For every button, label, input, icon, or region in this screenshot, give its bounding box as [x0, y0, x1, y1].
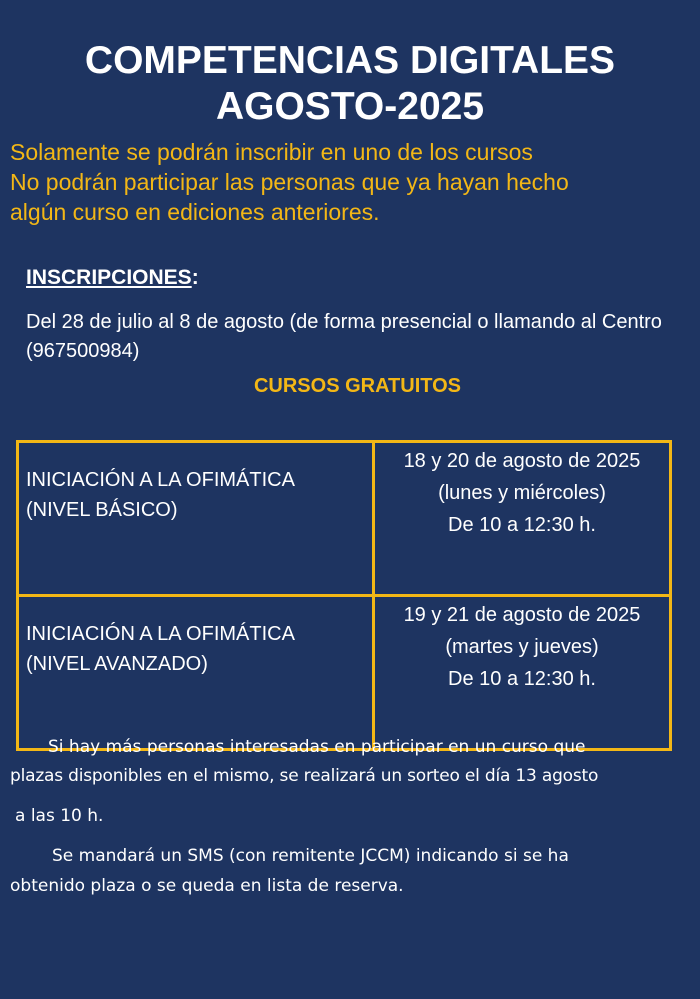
course-dates: 19 y 21 de agosto de 2025	[403, 604, 641, 626]
title-line-1: COMPETENCIAS DIGITALES	[84, 39, 616, 82]
course-name-cell	[18, 442, 374, 596]
course-days: (lunes y miércoles)	[438, 482, 606, 504]
course-name-line-2: (NIVEL AVANZADO)	[26, 653, 208, 675]
course-name-line-1: INICIACIÓN A LA OFIMÁTICA	[26, 469, 295, 491]
course-row	[18, 442, 671, 596]
inscripciones-text: Del 28 de julio al 8 de agosto (de forma presencial o llamando al Centro (967500984)	[26, 311, 662, 362]
lottery-paragraph	[10, 733, 700, 831]
course-dates: 18 y 20 de agosto de 2025	[403, 450, 641, 472]
course-schedule-cell	[374, 442, 671, 596]
sms-paragraph	[10, 841, 700, 901]
course-name-cell	[18, 596, 374, 750]
course-name-line-2: (NIVEL BÁSICO)	[26, 499, 178, 521]
courses-table	[16, 440, 672, 751]
lottery-line-3: a las 10 h.	[15, 806, 104, 826]
inscripciones-heading-label: INSCRIPCIONES	[26, 266, 192, 289]
sms-line-1: Se mandará un SMS (con remitente JCCM) indicando si se ha	[52, 846, 569, 866]
course-schedule-cell	[374, 596, 671, 750]
page-title	[0, 38, 700, 130]
notice-line-1: Solamente se podrán inscribir en uno de los cursos	[10, 139, 533, 165]
course-name-line-1: INICIACIÓN A LA OFIMÁTICA	[26, 623, 295, 645]
course-time: De 10 a 12:30 h.	[448, 514, 596, 536]
notice-line-3: algún curso en ediciones anteriores.	[10, 199, 380, 225]
course-days: (martes y jueves)	[445, 636, 599, 658]
sms-line-2: obtenido plaza o se queda en lista de reserva.	[10, 876, 404, 896]
course-time: De 10 a 12:30 h.	[448, 668, 596, 690]
notice-text	[10, 137, 690, 227]
title-line-2: AGOSTO-2025	[215, 85, 485, 128]
inscripciones-heading	[26, 266, 199, 290]
cursos-heading: CURSOS GRATUITOS	[253, 375, 462, 397]
lottery-line-1: Si hay más personas interesadas en participar en un curso que	[48, 737, 586, 757]
notice-line-2: No podrán participar las personas que ya hayan hecho	[10, 169, 569, 195]
inscripciones-heading-colon: :	[191, 266, 199, 289]
course-row	[18, 596, 671, 750]
lottery-line-2: plazas disponibles en el mismo, se realizará un sorteo el día 13 agosto	[10, 766, 599, 786]
